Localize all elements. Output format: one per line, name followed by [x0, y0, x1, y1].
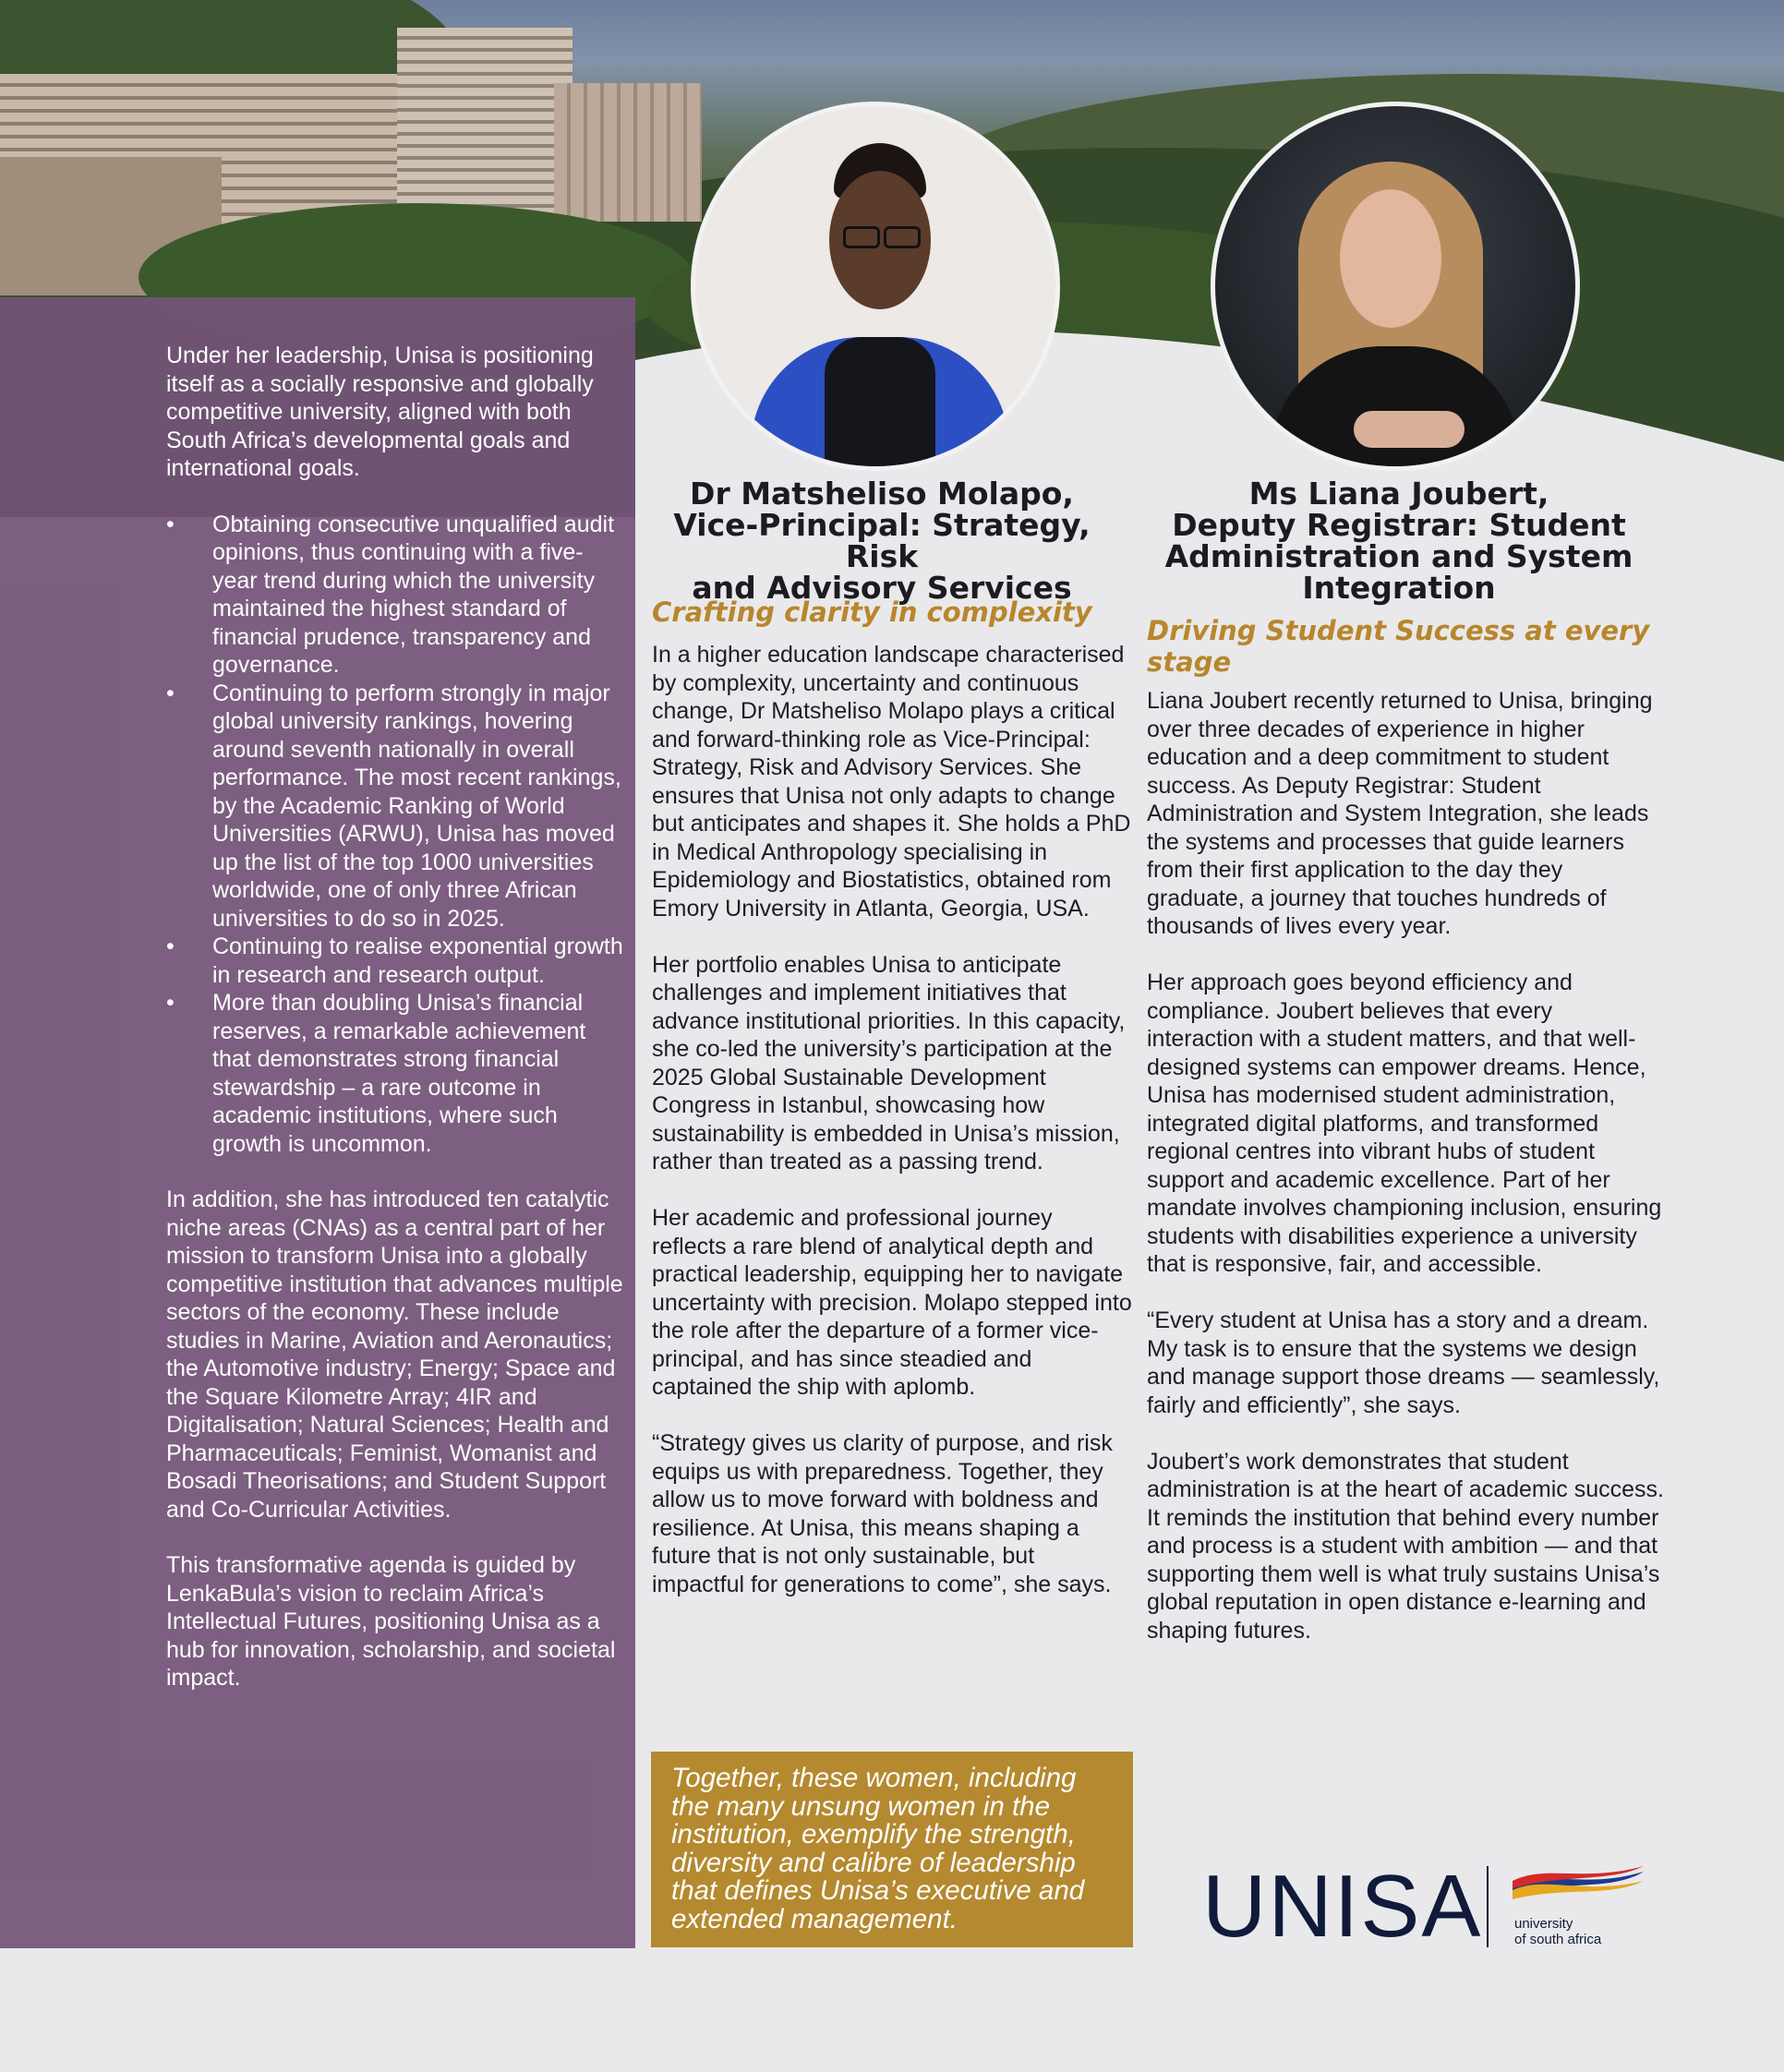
joubert-title-line: Deputy Registrar: Student [1172, 507, 1626, 543]
joubert-portrait-photo [1211, 102, 1580, 471]
logo-divider [1487, 1866, 1489, 1947]
molapo-name-title [646, 478, 1117, 604]
molapo-title-line: Vice-Principal: Strategy, Risk [673, 507, 1091, 574]
molapo-subheading: Crafting clarity in complexity [652, 596, 1092, 628]
left-paragraph-agenda: This transformative agenda is guided by LenkaBula’s vision to reclaim Africa’s Intellectual Futures, positioning Unisa as a hub for innovation, scholarship, and societal impact. [166, 1552, 616, 1691]
joubert-name-title [1159, 478, 1639, 604]
joubert-paragraph: Liana Joubert recently returned to Unisa, bringing over three decades of experience in higher education and a deep commitment to student success. As Deputy Registrar: Student Administration and System Integration, she leads the systems and processes that guide learners from their first application to the day they graduate, a journey that touches hundreds of thousands of lives every year. [1147, 688, 1653, 939]
joubert-paragraph: Her approach goes beyond efficiency and compliance. Joubert believes that every interaction with a student matters, and that well-designed systems can empower dreams. Hence, Unisa has modernised student administration, integrated digital platforms, and transformed regional centres into vibrant hubs of student support and academic excellence. Part of her mandate involves championing inclusion, ensuring students with disabilities experience a university that is responsive, fair, and accessible. [1147, 970, 1662, 1277]
molapo-title-line: and Advisory Services [692, 570, 1072, 606]
gold-callout-box [651, 1752, 1133, 1947]
left-paragraph-cnas: In addition, she has introduced ten catalytic niche areas (CNAs) as a central part of her mission to transform Unisa into a globally competitive institution that advances multiple sectors of the economy. These include studies in Marine, Aviation and Aeronautics; the Automotive industry; Energy; Space and the Square Kilometre Array; 4IR and Digitalisation; Natural Sciences; Health and Pharmaceuticals; Feminist, Womanist and Bosadi Theorisations; and Student Support and Co-Curricular Activities. [166, 1187, 623, 1523]
molapo-paragraph: Her academic and professional journey reflects a rare blend of analytical depth and practical leadership, equipping her to navigate uncertainty with precision. Molapo stepped into the role after the departure of a former vice-principal, and has since steadied and captained the ship with aplomb. [652, 1205, 1132, 1400]
callout-text: Together, these women, including the many unsung women in the institution, exemplify the strength, diversity and calibre of leadership that defines Unisa’s executive and extended management. [671, 1763, 1085, 1934]
joubert-name: Ms Liana Joubert, [1248, 476, 1549, 512]
unisa-tagline [1514, 1916, 1601, 1947]
achievement-item: • Obtaining consecutive unqualified audit opinions, thus continuing with a five-year trend during which the university maintained the highest standard of financial prudence, transparency and governance. [166, 511, 628, 680]
joubert-title-line: Administration and System [1164, 538, 1633, 574]
tagline-line: of south africa [1514, 1932, 1602, 1947]
achievement-item: • Continuing to perform strongly in major global university rankings, hovering around seventh nationally in overall performance. The most recent rankings, by the Academic Ranking of World Universities (ARWU), Unisa has moved up the list of the top 1000 universities worldwide, one of only three African universities to do so in 2025. [166, 680, 628, 934]
achievement-item: • More than doubling Unisa’s financial reserves, a remarkable achievement that demonstrates strong financial stewardship – a rare outcome in academic institutions, where such growth is uncommon. [166, 989, 628, 1158]
left-intro: Under her leadership, Unisa is positioning itself as a socially responsive and globally competitive university, aligned with both South Africa’s developmental goals and international goals. [166, 343, 594, 481]
molapo-paragraph: Her portfolio enables Unisa to anticipate challenges and implement initiatives that advance institutional priorities. In this capacity, she co-led the university’s participation at the 2025 Global Sustainable Development Congress in Istanbul, showcasing how sustainability is embedded in Unisa’s mission, rather than treated as a passing trend. [652, 951, 1126, 1175]
unisa-logo [1202, 1857, 1645, 1956]
joubert-article-text [1147, 687, 1664, 1673]
molapo-name: Dr Matsheliso Molapo, [690, 476, 1074, 512]
tagline-line: university [1514, 1916, 1573, 1932]
joubert-paragraph: Joubert’s work demonstrates that student administration is at the heart of academic success. It reminds the institution that behind every number and process is a student with ambition — and that supporting them well is what truly sustains Unisa’s global reputation in open distance e-learning and shaping futures. [1147, 1448, 1664, 1644]
joubert-quote: “Every student at Unisa has a story and a dream. My task is to ensure that the systems we design and manage support those dreams — seamlessly, fairly and efficiently”, she says. [1147, 1307, 1660, 1418]
unisa-flag-icon [1509, 1862, 1647, 1909]
achievement-item: • Continuing to realise exponential growth in research and research output. [166, 933, 628, 989]
molapo-paragraph: In a higher education landscape characterised by complexity, uncertainty and continuous change, Dr Matsheliso Molapo plays a critical and forward-thinking role as Vice-Principal: Strategy, Risk and Advisory Services. She ensures that Unisa not only adapts to change but anticipates and shapes it. She holds a PhD in Medical Anthropology specialising in Epidemiology and Biostatistics, obtained rom Emory University in Atlanta, Georgia, USA. [652, 642, 1131, 922]
molapo-portrait-photo [691, 102, 1060, 471]
left-column-text [166, 342, 628, 1720]
molapo-article-text [652, 641, 1132, 1627]
unisa-wordmark: UNISA [1202, 1857, 1483, 1956]
joubert-subheading: Driving Student Success at every stage [1147, 615, 1650, 678]
joubert-title-line: Integration [1302, 570, 1496, 606]
achievements-list [166, 511, 628, 1159]
molapo-quote: “Strategy gives us clarity of purpose, and risk equips us with preparedness. Together, they allow us to move forward with boldness and resilience. At Unisa, this means shaping a future that is not only sustainable, but impactful for generations to come”, she says. [652, 1430, 1113, 1597]
